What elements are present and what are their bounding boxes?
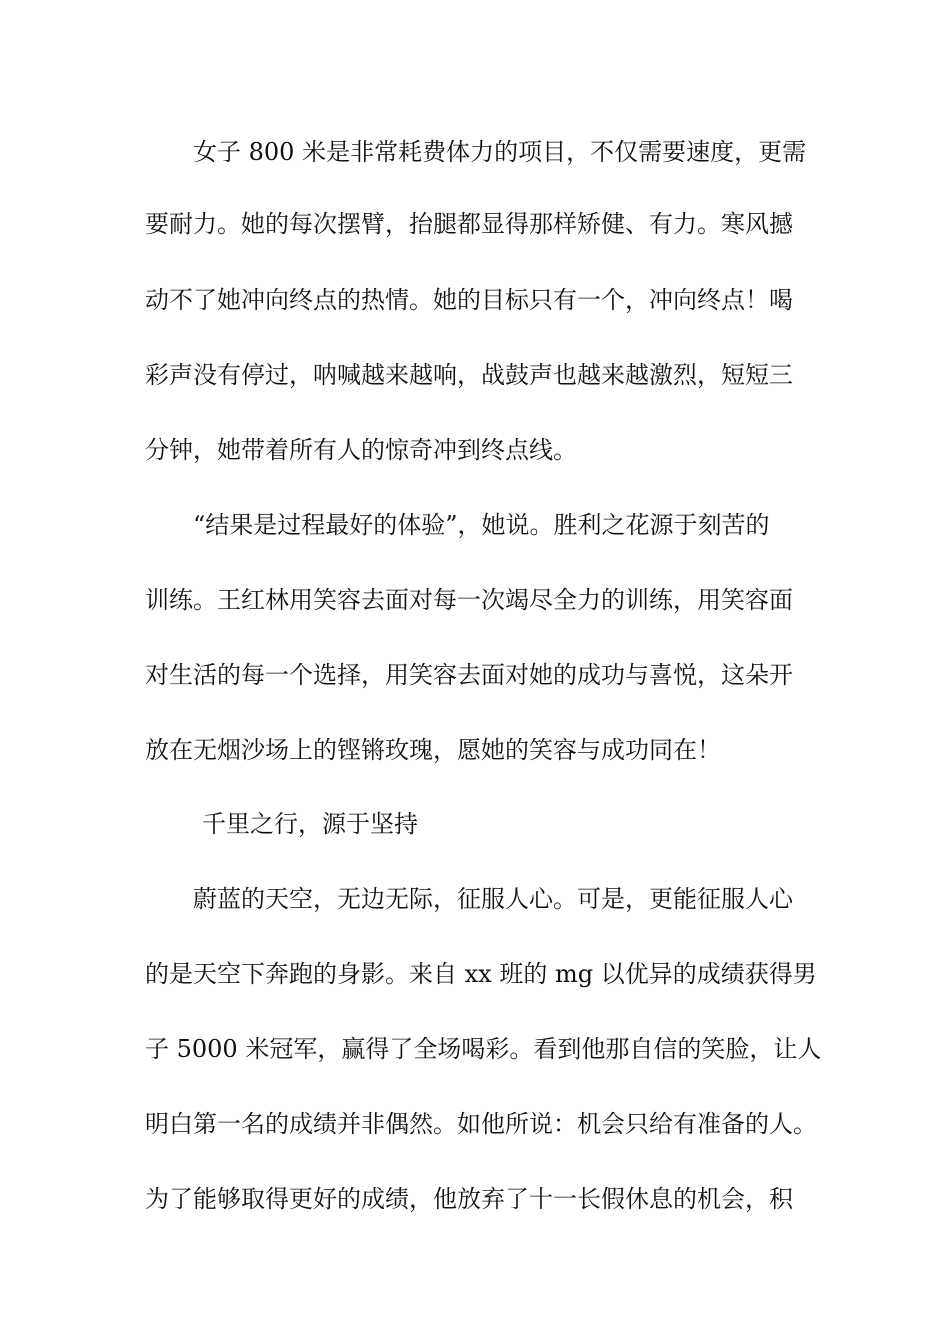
paragraph-line: 对生活的每一个选择，用笑容去面对她的成功与喜悦，这朵开 <box>145 661 793 689</box>
paragraph-line: 训练。王红林用笑容去面对每一次竭尽全力的训练，用笑容面 <box>145 586 793 614</box>
paragraph-line: 要耐力。她的每次摆臂，抬腿都显得那样矫健、有力。寒风撼 <box>145 210 793 238</box>
paragraph-line: 的是天空下奔跑的身影。来自 xx 班的 mg 以优异的成绩获得男 <box>145 960 817 988</box>
paragraph-line: 为了能够取得更好的成绩，他放弃了十一长假休息的机会，积 <box>145 1185 793 1213</box>
paragraph-line: 子 5000 米冠军，赢得了全场喝彩。看到他那自信的笑脸，让人 <box>145 1035 822 1063</box>
paragraph-line: 动不了她冲向终点的热情。她的目标只有一个，冲向终点！喝 <box>145 286 793 314</box>
paragraph-line: 明白第一名的成绩并非偶然。如他所说：机会只给有准备的人。 <box>145 1110 817 1138</box>
paragraph-line: “结果是过程最好的体验”，她说。胜利之花源于刻苦的 <box>193 511 770 539</box>
paragraph-line: 蔚蓝的天空，无边无际，征服人心。可是，更能征服人心 <box>193 885 793 913</box>
section-heading: 千里之行，源于坚持 <box>202 810 418 838</box>
paragraph-line: 分钟，她带着所有人的惊奇冲到终点线。 <box>145 436 577 464</box>
paragraph-line: 放在无烟沙场上的铿锵玫瑰，愿她的笑容与成功同在！ <box>145 736 721 764</box>
paragraph-line: 彩声没有停过，呐喊越来越响，战鼓声也越来越激烈，短短三 <box>145 361 793 389</box>
paragraph-line: 女子 800 米是非常耗费体力的项目，不仅需要速度，更需 <box>193 138 807 166</box>
